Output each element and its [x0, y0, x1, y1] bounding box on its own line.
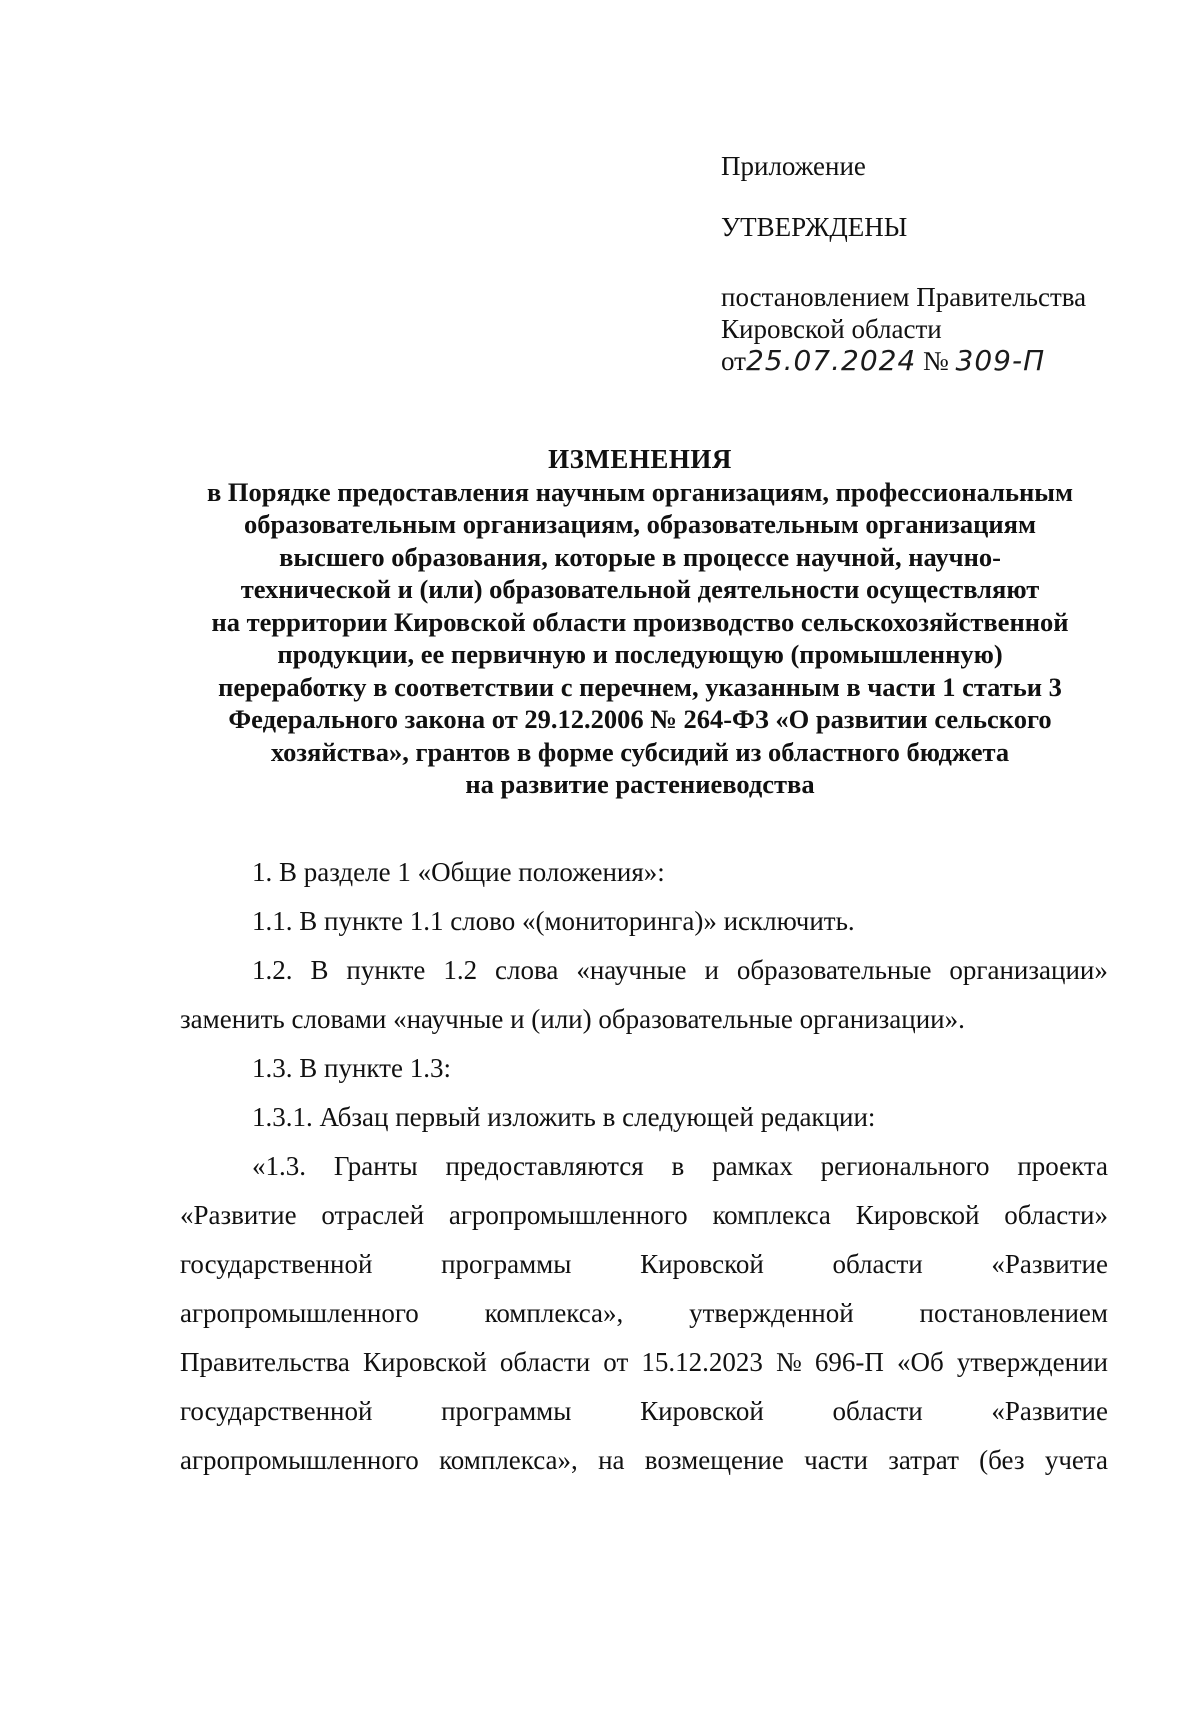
word: регионального [820, 1151, 990, 1181]
word: на [598, 1445, 625, 1475]
title-line: в Порядке предоставления научным организациям, профессиональным [206, 476, 1074, 507]
word: «Развитие [991, 1249, 1108, 1279]
word: «1.3. [252, 1151, 306, 1181]
quoted-text-line [180, 1387, 1108, 1436]
word: «Об [897, 1347, 944, 1377]
word: Кировской [363, 1347, 487, 1377]
word: области [832, 1249, 923, 1279]
document-body [180, 848, 1108, 1485]
word: от [603, 1347, 629, 1377]
word: 696-П [814, 1347, 884, 1377]
word: утвержденной [689, 1298, 854, 1328]
paragraph-1-3: 1.3. В пункте 1.3: [252, 1053, 451, 1083]
word: рамках [712, 1151, 793, 1181]
word: программы [441, 1249, 572, 1279]
quoted-text-line [180, 1240, 1108, 1289]
number-sign: № [923, 346, 949, 376]
word: агропромышленного [180, 1445, 419, 1475]
word: В [310, 955, 329, 985]
word: слова [495, 955, 559, 985]
handwritten-number: 309-П [955, 344, 1046, 377]
quoted-text-line [180, 1436, 1108, 1485]
word: в [671, 1151, 685, 1181]
word: предоставляются [445, 1151, 644, 1181]
title-line: Федерального закона от 29.12.2006 № 264-ФЗ «О развитии сельского [228, 704, 1052, 734]
word: Правительства [180, 1347, 350, 1377]
word: области» [1004, 1200, 1108, 1230]
handwritten-date: 25.07.2024 [745, 344, 917, 377]
word: проекта [1017, 1151, 1108, 1181]
document-title [160, 443, 1120, 801]
date-prefix: от [721, 346, 746, 376]
title-line: на развитие растениеводства [465, 769, 815, 799]
title-heading: ИЗМЕНЕНИЯ [548, 444, 732, 474]
title-line: технической и (или) образовательной деятельности осуществляют [240, 574, 1040, 604]
word: комплекса [712, 1200, 831, 1230]
title-line: образовательным организациям, образовательным организациям [244, 509, 1036, 539]
word: 15.12.2023 [641, 1347, 763, 1377]
word: программы [441, 1396, 572, 1426]
word: «Развитие [180, 1200, 297, 1230]
word: комплекса», [439, 1445, 578, 1475]
word: затрат [888, 1445, 959, 1475]
paragraph-1-2-continuation: заменить словами «научные и (или) образовательные организации». [180, 1004, 965, 1034]
paragraph-1-3-1: 1.3.1. Абзац первый изложить в следующей редакции: [252, 1102, 876, 1132]
word: Кировской [640, 1396, 764, 1426]
word: Гранты [333, 1151, 418, 1181]
word: агропромышленного [180, 1298, 419, 1328]
word: 1.2 [443, 955, 478, 985]
word: области [832, 1396, 923, 1426]
word: Кировской [640, 1249, 764, 1279]
approved-label: УТВЕРЖДЕНЫ [721, 212, 908, 242]
word: Кировской [855, 1200, 980, 1230]
word: государственной [180, 1396, 373, 1426]
word: утверждении [956, 1347, 1108, 1377]
paragraph-1-1: 1.1. В пункте 1.1 слово «(мониторинга)» исключить. [252, 906, 855, 936]
paragraph-1: 1. В разделе 1 «Общие положения»: [252, 857, 665, 887]
quoted-text-line [180, 1191, 1108, 1240]
word: области [499, 1347, 591, 1377]
quoted-text-line [180, 1289, 1108, 1338]
title-line: высшего образования, которые в процессе научной, научно- [279, 541, 1001, 572]
quoted-text-line [180, 1142, 1108, 1191]
word: части [804, 1445, 868, 1475]
title-line: переработку в соответствии с перечнем, указанным в части 1 статьи 3 [218, 671, 1062, 702]
title-line: продукции, ее первичную и последующую (промышленную) [277, 639, 1003, 669]
title-line: хозяйства», грантов в форме субсидий из областного бюджета [270, 736, 1010, 767]
word: отраслей [321, 1200, 425, 1230]
word: возмещение [644, 1445, 784, 1475]
paragraph-1-2 [180, 946, 1108, 995]
decree-line-1: постановлением Правительства [721, 282, 1087, 312]
word: № [776, 1347, 802, 1377]
word: образовательные [736, 955, 932, 985]
appendix-label: Приложение [721, 151, 866, 181]
word: агропромышленного [448, 1200, 688, 1230]
word: «научные [576, 955, 687, 985]
word: постановлением [919, 1298, 1108, 1328]
word: комплекса», [484, 1298, 624, 1328]
decree-line-2: Кировской области [721, 314, 942, 344]
word: «Развитие [991, 1396, 1108, 1426]
quoted-text-line [180, 1338, 1108, 1387]
title-line: на территории Кировской области производство сельскохозяйственной [211, 606, 1069, 637]
word: (без [979, 1445, 1025, 1475]
word: организации» [949, 955, 1108, 985]
word: пункте [346, 955, 426, 985]
word: 1.2. [252, 955, 293, 985]
word: государственной [180, 1249, 373, 1279]
approval-block [721, 150, 1161, 377]
decree-date-number [721, 345, 1161, 377]
word: и [704, 955, 719, 985]
word: учета [1044, 1445, 1108, 1475]
